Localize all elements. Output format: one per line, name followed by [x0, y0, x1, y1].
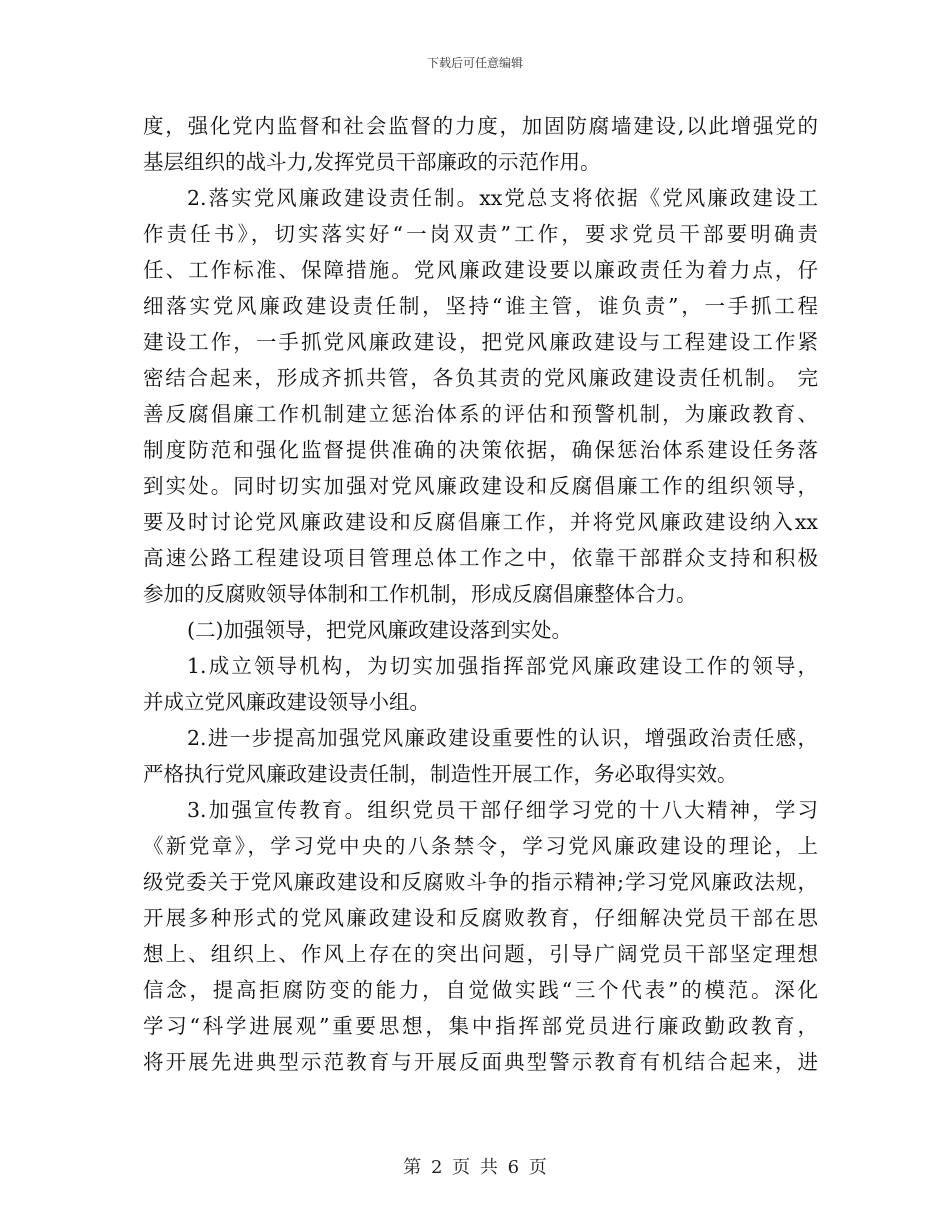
- text-line: 并成立党风廉政建设领导小组。: [143, 690, 430, 714]
- text-line: 任、工作标准、保障措施。党风廉政建设要以廉政责任为着力点，仔: [143, 258, 818, 282]
- text-line: 参加的反腐败领导体制和工作机制，形成反腐倡廉整体合力。: [143, 582, 697, 606]
- text-line: 制度防范和强化监督提供准确的决策依据，确保惩治体系建设任务落: [143, 438, 818, 462]
- text-line: 到实处。同时切实加强对党风廉政建设和反腐倡廉工作的组织领导，: [143, 474, 818, 498]
- text-line: 开展多种形式的党风廉政建设和反腐败教育，仔细解决党员干部在思: [143, 906, 818, 930]
- text-line: 基层组织的战斗力,发挥党员干部廉政的示范作用。: [143, 150, 601, 174]
- text-line: 3.加强宣传教育。组织党员干部仔细学习党的十八大精神，学习: [187, 798, 818, 822]
- text-line: 级党委关于党风廉政建设和反腐败斗争的指示精神;学习党风廉政法规，: [143, 870, 818, 894]
- page-footer: 第 2 页 共 6 页: [403, 1157, 547, 1178]
- text-line: 善反腐倡廉工作机制建立惩治体系的评估和预警机制，为廉政教育、: [143, 402, 818, 426]
- text-line: 要及时讨论党风廉政建设和反腐倡廉工作，并将党风廉政建设纳入xx: [143, 510, 818, 534]
- text-line: 度，强化党内监督和社会监督的力度，加固防腐墙建设,以此增强党的: [143, 114, 818, 138]
- text-line: 作责任书》，切实落实好“一岗双责”工作，要求党员干部要明确责: [143, 222, 818, 246]
- text-line: 细落实党风廉政建设责任制，坚持“谁主管，谁负责”，一手抓工程: [143, 294, 818, 318]
- page-header: 下载后可任意编辑: [426, 56, 523, 70]
- text-line: 2.进一步提高加强党风廉政建设重要性的认识，增强政治责任感，: [187, 726, 818, 750]
- text-line: 密结合起来，形成齐抓共管，各负其责的党风廉政建设责任机制。 完: [143, 366, 818, 390]
- text-line: 1.成立领导机构，为切实加强指挥部党风廉政建设工作的领导，: [187, 654, 818, 678]
- section-heading: (二)加强领导，把党风廉政建设落到实处。: [187, 618, 572, 642]
- text-line: 《新党章》，学习党中央的八条禁令，学习党风廉政建设的理论，上: [143, 834, 818, 858]
- text-line: 2.落实党风廉政建设责任制。xx党总支将依据《党风廉政建设工: [187, 186, 818, 210]
- text-line: 将开展先进典型示范教育与开展反面典型警示教育有机结合起来，进: [143, 1050, 818, 1074]
- document-body: [143, 108, 818, 1080]
- text-line: 想上、组织上、作风上存在的突出问题，引导广阔党员干部坚定理想: [143, 942, 818, 966]
- text-line: 建设工作，一手抓党风廉政建设，把党风廉政建设与工程建设工作紧: [143, 330, 818, 354]
- text-line: 高速公路工程建设项目管理总体工作之中，依靠干部群众支持和积极: [143, 546, 818, 570]
- text-line: 严格执行党风廉政建设责任制，制造性开展工作，务必取得实效。: [143, 762, 738, 786]
- text-line: 信念，提高拒腐防变的能力，自觉做实践“三个代表”的模范。深化: [143, 978, 818, 1002]
- text-line: 学习“科学进展观”重要思想，集中指挥部党员进行廉政勤政教育，: [143, 1014, 818, 1038]
